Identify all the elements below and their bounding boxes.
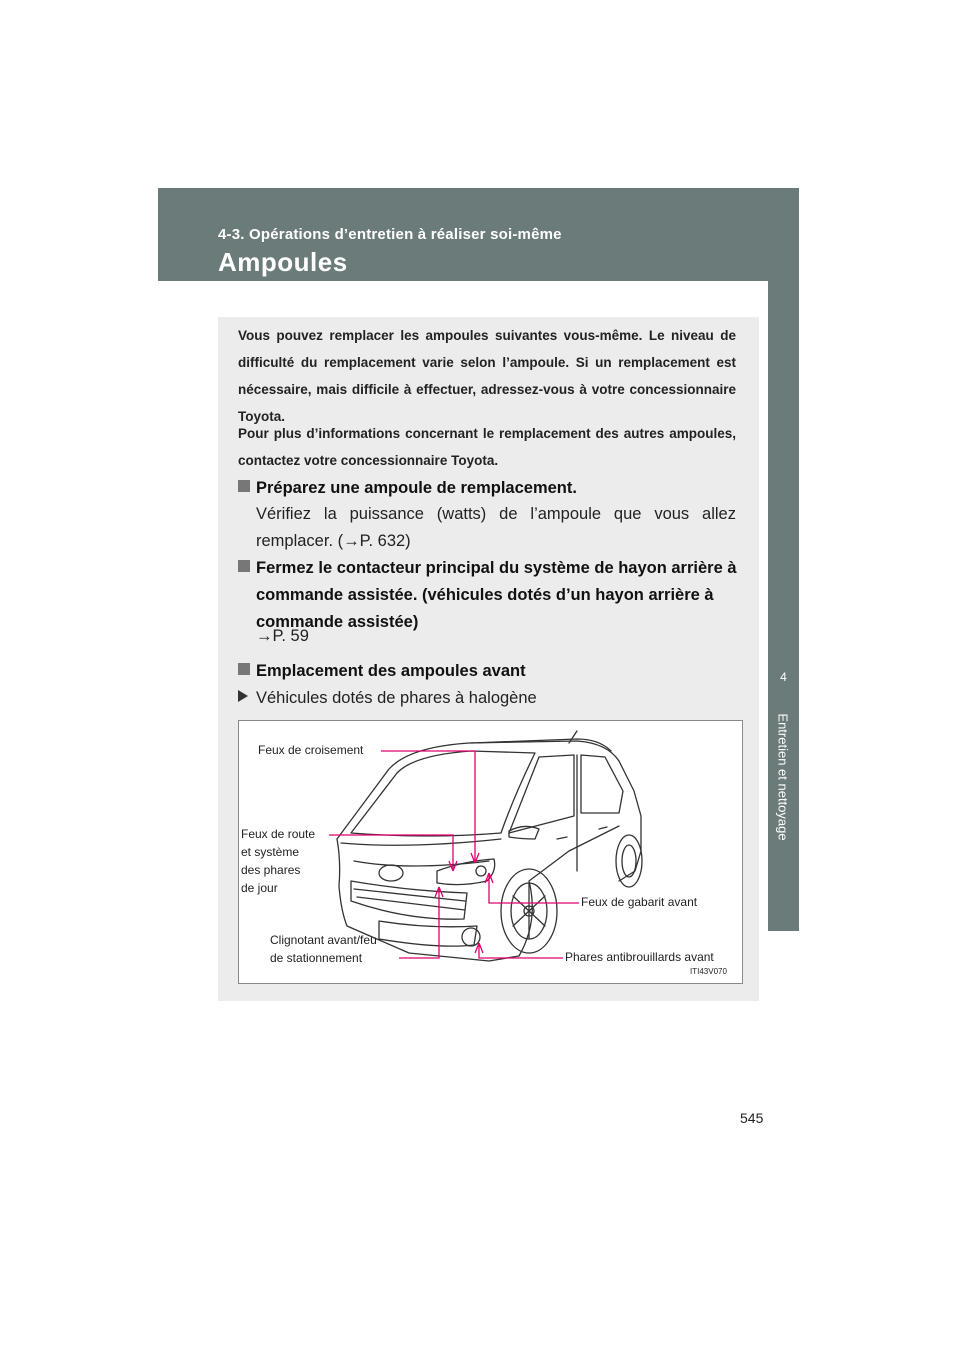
label-high-beam: de jour	[241, 881, 278, 895]
section-text: Vérifiez la puissance (watts) de l’ampoule que vous allez remplacer. (→P. 632)	[256, 505, 736, 550]
variant-text: Véhicules dotés de phares à halogène	[256, 689, 537, 707]
label-high-beam: Feux de route	[241, 827, 316, 841]
page-number: 545	[740, 1110, 764, 1126]
variant-bullet	[238, 685, 537, 712]
section-heading	[238, 475, 738, 502]
section-label: 4-3. Opérations d’entretien à réaliser soi-même	[218, 226, 562, 243]
figure-code: ITI43V070	[690, 967, 727, 976]
chapter-label: Entretien et nettoyage	[775, 713, 791, 841]
square-bullet-icon	[238, 560, 250, 572]
square-bullet-icon	[238, 480, 250, 492]
square-bullet-icon	[238, 663, 250, 675]
label-low-beam: Feux de croisement	[258, 743, 364, 757]
page-title: Ampoules	[218, 247, 348, 277]
chapter-number: 4	[780, 670, 787, 684]
label-turn-signal: Clignotant avant/feu	[270, 933, 377, 947]
label-turn-signal: de stationnement	[270, 951, 363, 965]
section-heading	[238, 658, 738, 685]
label-high-beam: des phares	[241, 863, 301, 877]
triangle-bullet-icon	[238, 690, 248, 702]
section-text: →P. 59	[256, 627, 309, 645]
intro-paragraph: Vous pouvez remplacer les ampoules suivantes vous-même. Le niveau de difficulté du remplacement varie selon l’ampoule. Si un remplacement est nécessaire, mais difficile à effectuer, adressez-vous à votre concessionnaire Toyota.	[238, 328, 736, 424]
label-high-beam: et système	[241, 845, 300, 859]
label-front-position: Feux de gabarit avant	[581, 895, 698, 909]
section-heading-text: Préparez une ampoule de remplacement.	[256, 479, 577, 497]
bulb-location-figure	[238, 720, 743, 984]
intro-paragraph: Pour plus d’informations concernant le remplacement des autres ampoules, contactez votre concessionnaire Toyota.	[238, 426, 736, 468]
label-fog-lamp: Phares antibrouillards avant	[565, 950, 714, 964]
car-outline	[337, 731, 642, 961]
section-heading-text: Emplacement des ampoules avant	[256, 662, 526, 680]
section-heading-text: Fermez le contacteur principal du système de hayon arrière à commande assistée. (véhicules dotés d’un hayon arrière à commande assistée)	[256, 559, 737, 631]
